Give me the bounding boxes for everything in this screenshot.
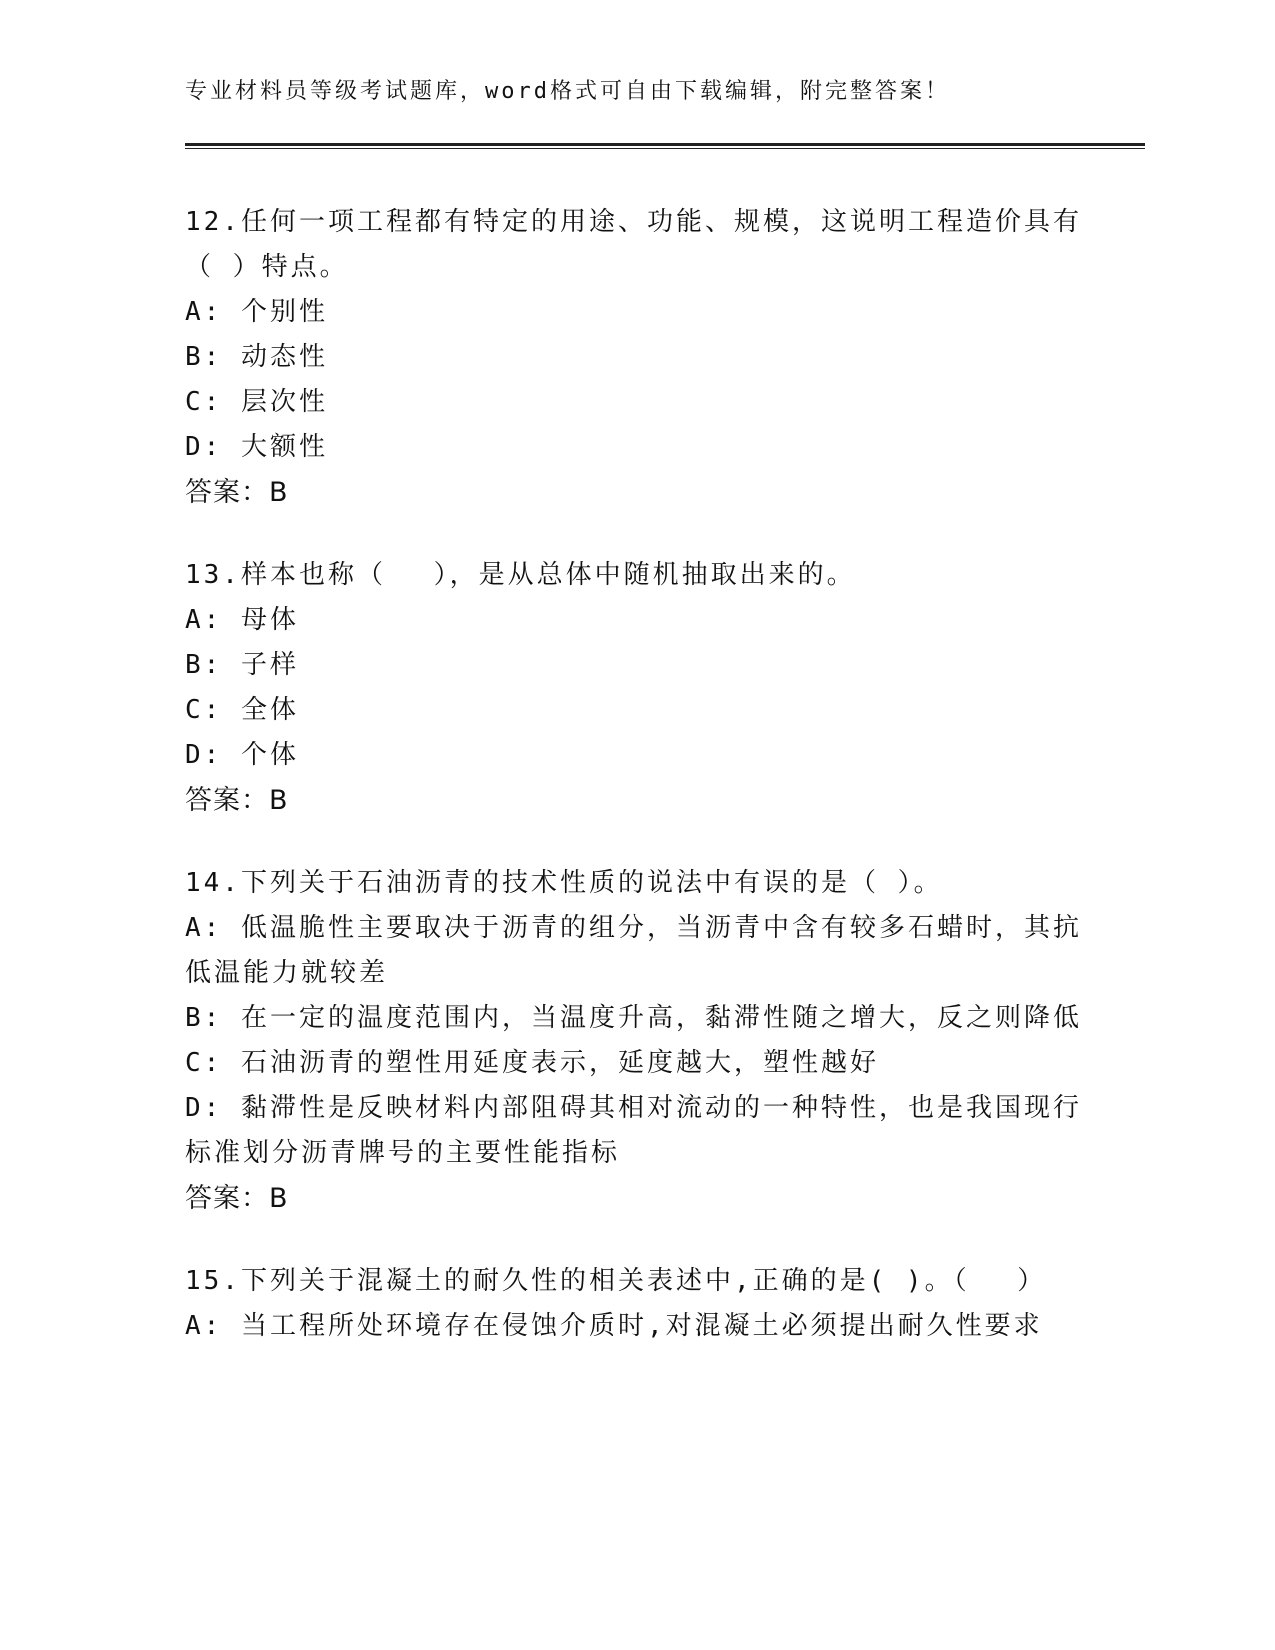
answer-key: 答案：B <box>185 785 289 816</box>
answer-option: C: 石油沥青的塑性用延度表示，延度越大，塑性越好 <box>185 1048 879 1078</box>
answer-option: A: 母体 <box>185 605 299 635</box>
question-15 <box>185 1259 1065 1349</box>
answer-key: 答案：B <box>185 1183 289 1214</box>
question-14 <box>185 861 1082 1222</box>
answer-option: B: 在一定的温度范围内，当温度升高，黏滞性随之增大，反之则降低 <box>185 1003 1082 1033</box>
header-divider <box>185 143 1145 149</box>
answer-option: D: 个体 <box>185 740 299 770</box>
answer-option: A: 个别性 <box>185 297 328 327</box>
question-stem: 15.下列关于混凝土的耐久性的相关表述中,正确的是( )。（ ） <box>185 1266 1047 1296</box>
question-stem: （ ）特点。 <box>185 252 349 282</box>
answer-option: D: 大额性 <box>185 432 328 462</box>
question-list <box>185 200 1082 1386</box>
page-header: 专业材料员等级考试题库，word格式可自由下载编辑，附完整答案！ <box>185 79 950 104</box>
answer-option: B: 动态性 <box>185 342 328 372</box>
answer-key: 答案：B <box>185 477 289 508</box>
question-13 <box>185 553 1065 824</box>
answer-option: A: 当工程所处环境存在侵蚀介质时,对混凝土必须提出耐久性要求 <box>185 1311 1043 1341</box>
answer-option: A: 低温脆性主要取决于沥青的组分，当沥青中含有较多石蜡时，其抗 <box>185 913 1082 943</box>
answer-option: 低温能力就较差 <box>185 958 389 988</box>
answer-option: D: 黏滞性是反映材料内部阻碍其相对流动的一种特性，也是我国现行 <box>185 1093 1082 1123</box>
answer-option: C: 全体 <box>185 695 299 725</box>
answer-option: 标准划分沥青牌号的主要性能指标 <box>185 1138 621 1168</box>
answer-option: C: 层次性 <box>185 387 328 417</box>
answer-option: B: 子样 <box>185 650 299 680</box>
question-stem: 13.样本也称（ ），是从总体中随机抽取出来的。 <box>185 560 856 590</box>
question-stem: 14.下列关于石油沥青的技术性质的说法中有误的是（ ）。 <box>185 868 943 898</box>
question-12 <box>185 200 1082 516</box>
question-stem: 12.任何一项工程都有特定的用途、功能、规模，这说明工程造价具有 <box>185 207 1082 237</box>
